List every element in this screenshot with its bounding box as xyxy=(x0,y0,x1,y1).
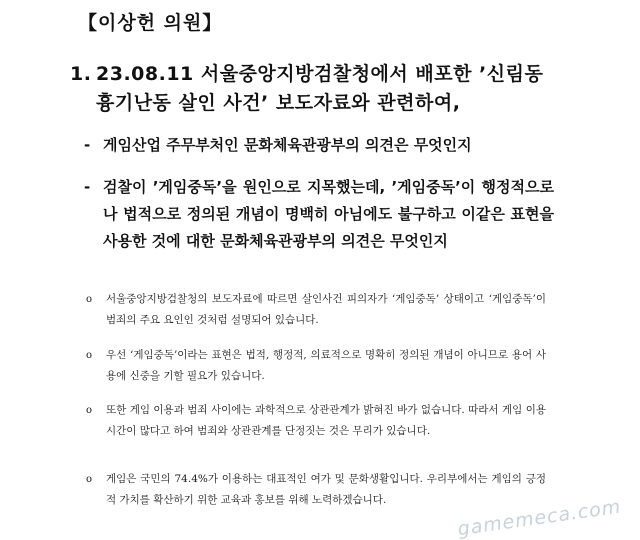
dash-marker: - xyxy=(84,178,91,196)
answer-text: 우선 ‘게임중독’이라는 표현은 법적, 행정적, 의료적으로 명확히 정의된 개념이 아니므로 용어 사용에 신중을 기할 필요가 있습니다. xyxy=(106,349,546,382)
answer-item xyxy=(86,400,546,442)
answer-item xyxy=(86,469,546,511)
question-line-1 xyxy=(70,60,610,89)
bullet-marker: o xyxy=(86,474,93,485)
sub-question-item xyxy=(84,132,554,159)
answer-text: 또한 게임 이용과 범죄 사이에는 과학적으로 상관관계가 밝혀진 바가 없습니다. 따라서 게임 이용시간이 많다고 하여 범죄와 상관관계를 단정짓는 것은 무리가 있습니다. xyxy=(106,404,546,437)
question-heading xyxy=(70,60,610,118)
question-line-2: 흉기난동 살인 사건’ 보도자료와 관련하여, xyxy=(96,92,461,114)
answer-item xyxy=(86,345,546,387)
watermark: gamemeca.com xyxy=(456,495,623,540)
page-title: 【이상헌 의원】 xyxy=(78,12,223,34)
dash-marker: - xyxy=(84,136,91,154)
sub-question-item xyxy=(84,174,554,255)
bullet-marker: o xyxy=(86,294,93,305)
answer-text: 서울중앙지방검찰청의 보도자료에 따르면 살인사건 피의자가 ‘게임중독’ 상태이고 ‘게임중독’이 범죄의 주요 요인인 것처럼 설명되어 있습니다. xyxy=(106,293,546,326)
sub-question-text: 검찰이 ’게임중독’을 원인으로 지목했는데, ’게임중독’이 행정적으로나 법적으로 정의된 개념이 명백히 아님에도 불구하고 이같은 표현을 사용한 것에 대한 문화체육관광부의 의견은 무엇인지 xyxy=(103,178,554,250)
sub-question-text: 게임산업 주무부처인 문화체육관광부의 의견은 무엇인지 xyxy=(103,136,472,154)
question-number: 1. xyxy=(70,63,92,85)
answer-text: 게임은 국민의 74.4%가 이용하는 대표적인 여가 및 문화생활입니다. 우리부에서는 게임의 긍정적 가치를 확산하기 위한 교육과 홍보를 위해 노력하겠습니다. xyxy=(106,473,546,506)
bullet-marker: o xyxy=(86,405,93,416)
question-line-1-text: 23.08.11 서울중앙지방검찰청에서 배포한 ’신림동 xyxy=(96,63,544,85)
bullet-marker: o xyxy=(86,350,93,361)
answer-item xyxy=(86,289,546,331)
